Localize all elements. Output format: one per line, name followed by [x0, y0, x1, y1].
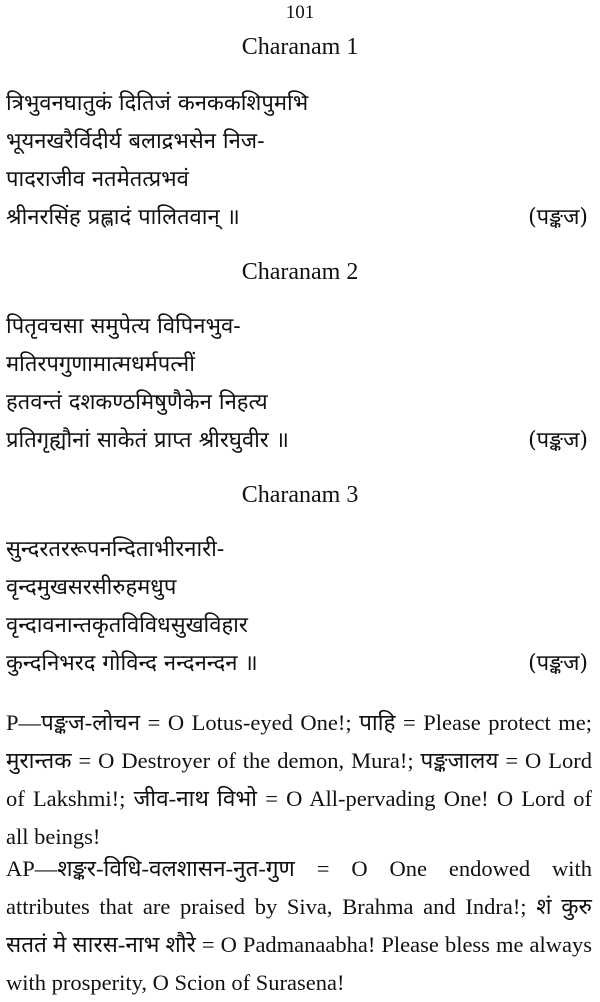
gloss-pallavi: P—पङ्कज-लोचन = O Lotus-eyed One!; पाहि = Please protect me; मुरान्तक = O Destroyer of the demon, Mura!; पङ्कजालय = O Lord of Lakshmi!; जीव-नाथ विभो = O All-pervading One! O Lord of all beings! — [6, 710, 592, 849]
section-heading-2: Charanam 2 — [241, 259, 359, 285]
verse-line: पादराजीव नतमेतत्प्रभवं — [6, 167, 189, 192]
verse-line: मतिरपगुणामात्मधर्मपत्नीं — [6, 352, 195, 377]
verse-line: कुन्दनिभरद गोविन्द नन्दनन्दन ॥ — [6, 651, 258, 676]
verse-line: हतवन्तं दशकण्ठमिषुणैकेन निहत्य — [6, 390, 268, 415]
refrain-marker: (पङ्कज) — [528, 205, 588, 230]
verse-line: भूयनखरैर्विदीर्य बलाद्रभसेन निज- — [6, 129, 265, 154]
verse-line: पितृवचसा समुपेत्य विपिनभुव- — [6, 314, 241, 339]
refrain-marker: (पङ्कज) — [528, 428, 588, 453]
section-heading-1: Charanam 1 — [241, 34, 359, 60]
gloss-anupallavi: AP—शङ्कर-विधि-वलशासन-नुत-गुण = O One endowed with attributes that are praised by Siva, Brahma and Indra!; शं कुरु सततं मे सारस-नाभ शौरे = O Padmanaabha! Please bless me always with prosperity, O Scion of Surasena! — [6, 856, 592, 995]
verse-line: श्रीनरसिंह प्रह्लादं पालितवान् ॥ — [6, 205, 240, 230]
verse-line: वृन्दमुखसरसीरुहमधुप — [6, 575, 177, 600]
verse-line: त्रिभुवनघातुकं दितिजं कनककशिपुमभि — [6, 91, 309, 116]
verse-line: प्रतिगृह्यौनां साकेतं प्राप्त श्रीरघुवीर ॥ — [6, 428, 289, 453]
verse-line: वृन्दावनान्तकृतविविधसुखविहार — [6, 613, 248, 638]
page-number: 101 — [285, 2, 315, 23]
section-heading-3: Charanam 3 — [241, 482, 359, 508]
refrain-marker: (पङ्कज) — [528, 651, 588, 676]
verse-line: सुन्दरतररूपनन्दिताभीरनारी- — [6, 537, 225, 562]
